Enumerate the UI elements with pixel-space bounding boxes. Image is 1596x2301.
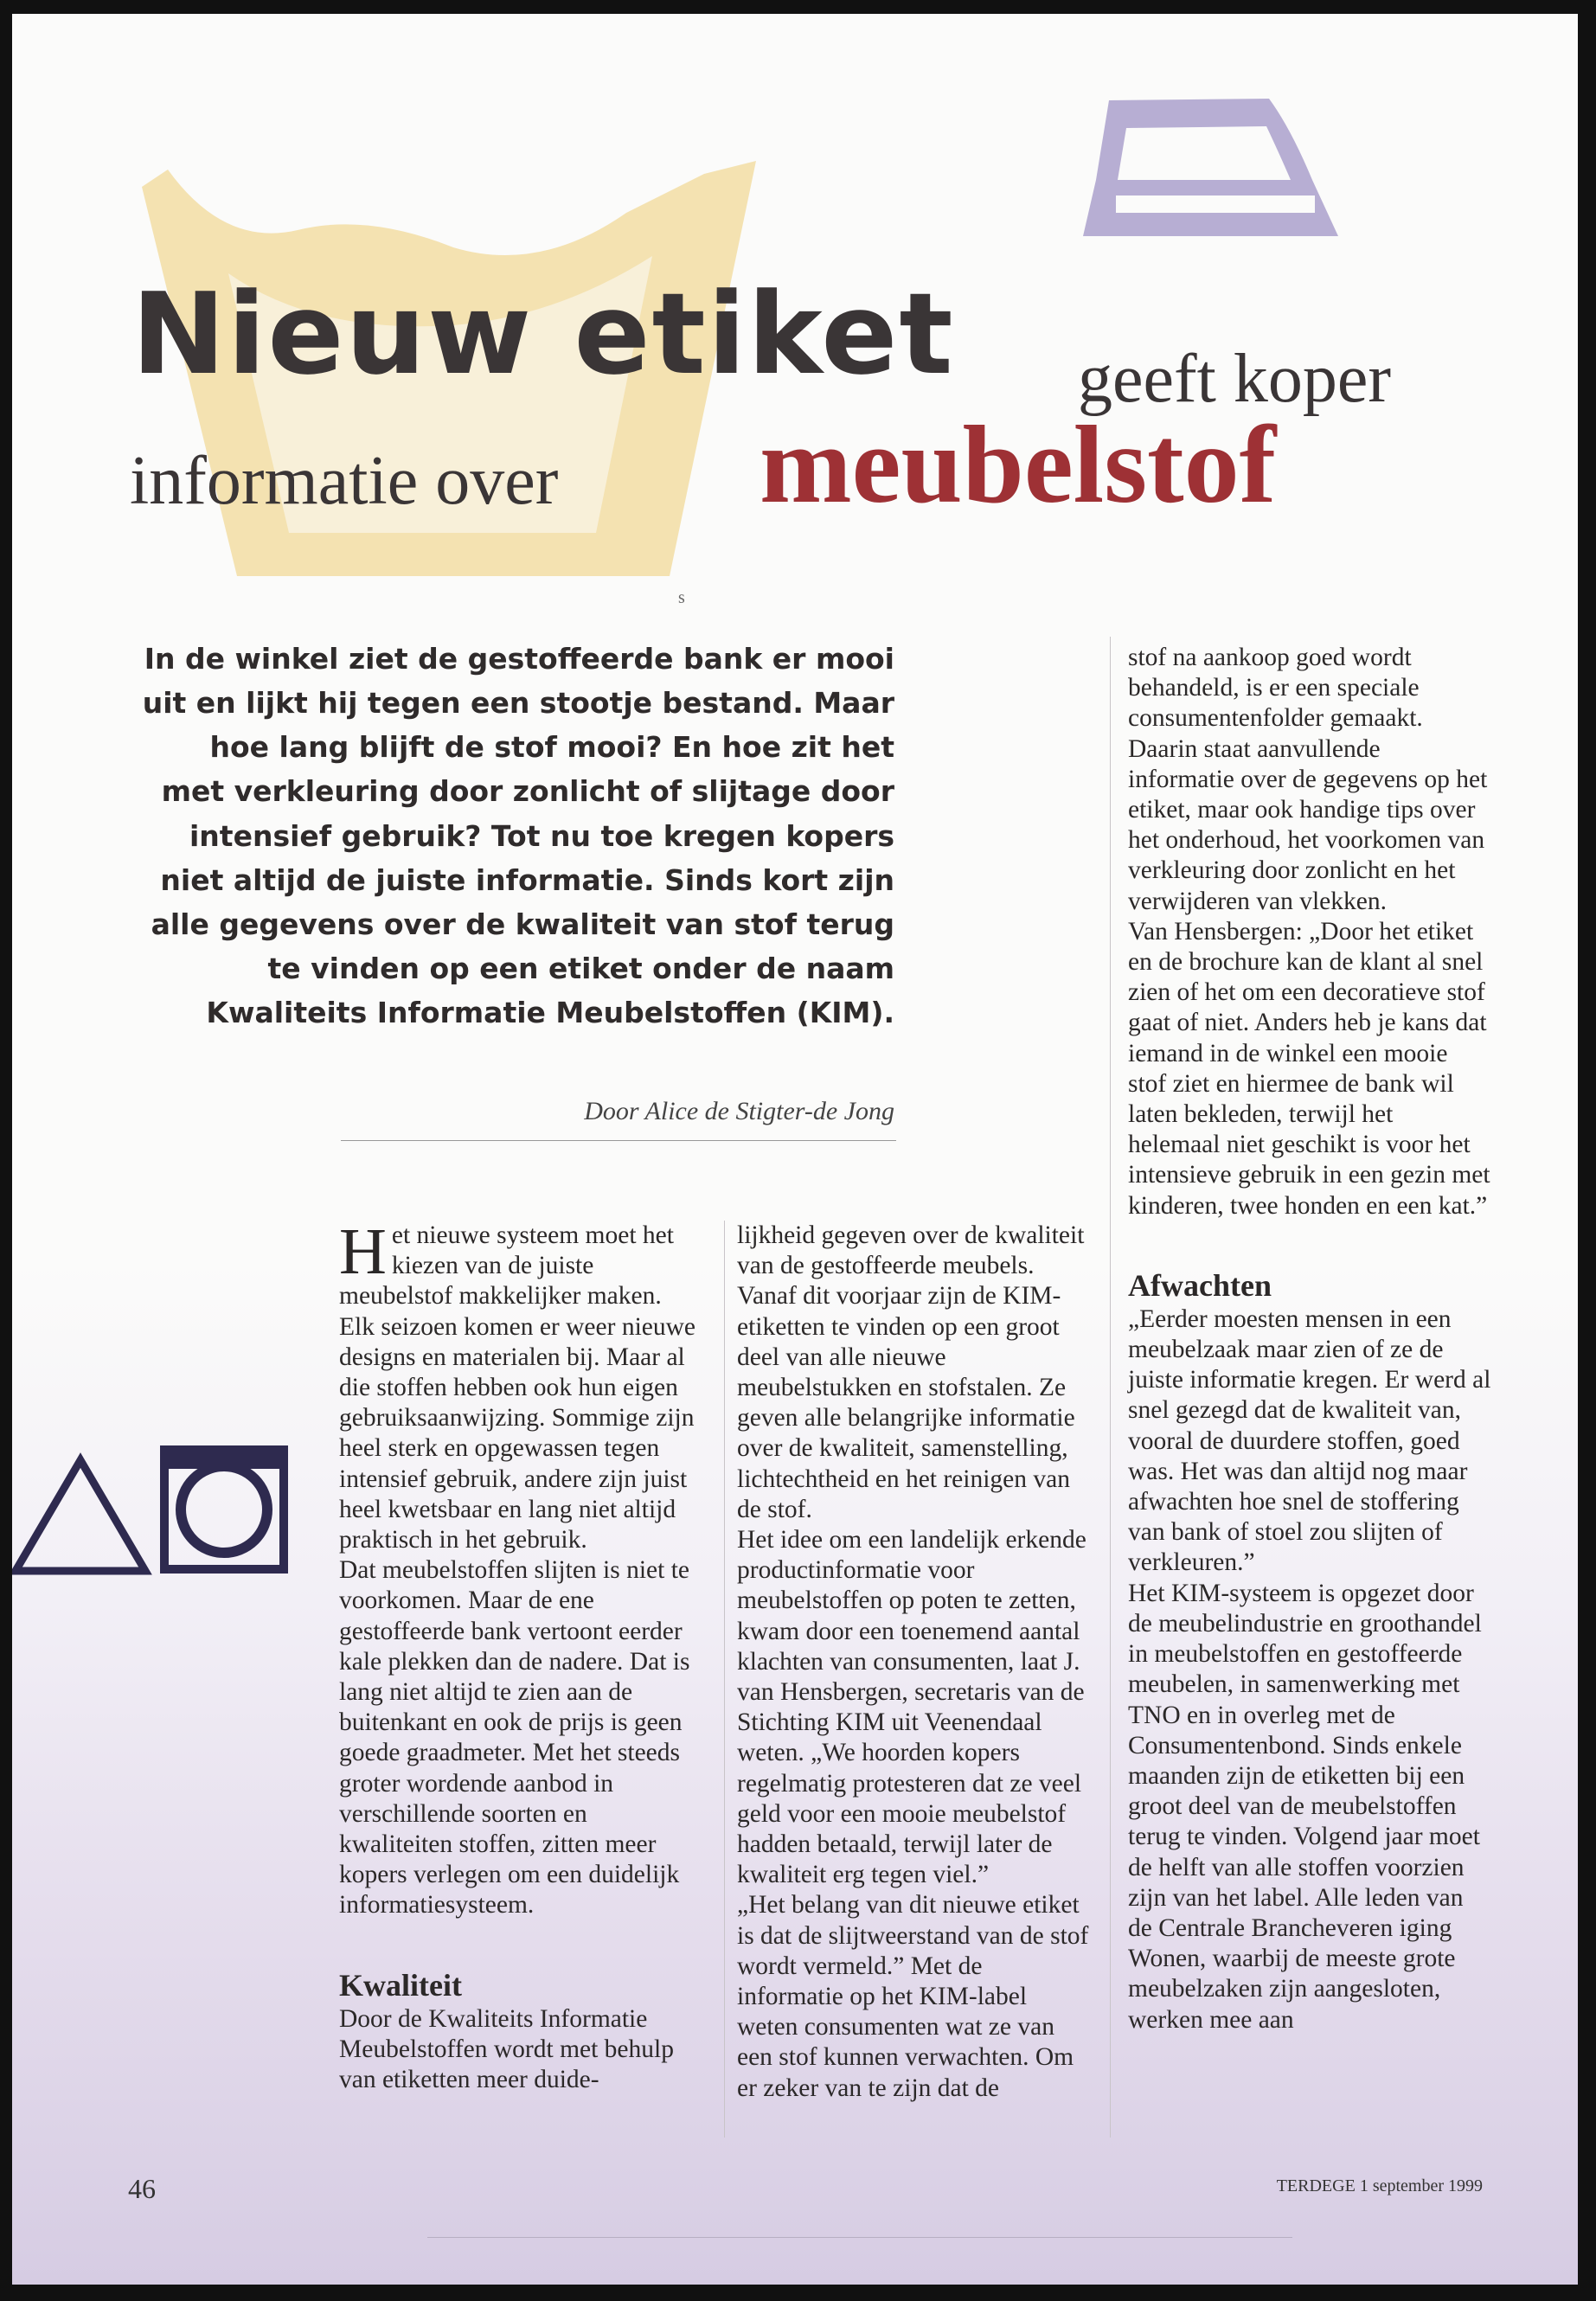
page-number: 46	[128, 2173, 156, 2204]
article-column-3	[1128, 643, 1491, 2035]
bleach-triangle-icon	[12, 1450, 154, 1580]
body-paragraph: Het idee om een landelijk erkende productinformatie voor meubelstoffen op poten te zetten, kwam door een toenemend aantal klachten van consumenten, laat J. van Hensbergen, secretaris van de Stichting KIM uit Veenendaal weten. „We hoorden kopers regelmatig protesteren dat ze veel geld voor een mooie meubelstof hadden betaald, terwijl later de kwaliteit erg tegen viel.”	[737, 1526, 1086, 1889]
body-paragraph: „Het belang van dit nieuwe etiket is dat de slijtweerstand van de stof wordt vermeld.” Met de informatie op het KIM-label weten consumenten wat ze van een stof kunnen verwachten. Om er zeker van te zijn dat de	[737, 1891, 1089, 2102]
body-paragraph: „Eerder moesten mensen in een meubelzaak maar zien of ze de juiste informatie kregen. Er werd al snel gezegd dat de kwaliteit van, vooral de duurdere stoffen, goed was. Het was dan altijd nog maar afwachten hoe snel de stoffering van bank of stoel zou slijten of verkleuren.”	[1128, 1304, 1491, 1577]
drop-cap: H	[339, 1215, 387, 1288]
column-divider	[724, 1221, 725, 2138]
publication-footer: TERDEGE 1 september 1999	[1276, 2176, 1483, 2195]
body-paragraph: et nieuwe systeem moet het kiezen van de juiste meubelstof makkelijker maken. Elk seizoen komen er weer nieuwe designs en materialen bij. Maar al die stoffen hebben ook hun eigen gebruiksaanwijzing. Sommige zijn heel sterk en opgewassen tegen intensief gebruik, andere zijn juist heel kwetsbaar en lang niet altijd praktisch in het gebruik.	[339, 1221, 696, 1554]
column-divider	[1110, 637, 1111, 2138]
iron-icon	[1074, 93, 1351, 240]
body-paragraph: Dat meubelstoffen slijten is niet te voorkomen. Maar de ene gestoffeerde bank vertoont eerder kale plekken dan de nadere. Dat is lang niet altijd te zien aan de buitenkant en ook de prijs is geen goede graadmeter. Met het steeds groter wordende aanbod in verschillende soorten en kwaliteiten stoffen, zitten meer kopers verlegen om een duidelijk informatiesysteem.	[339, 1556, 690, 1920]
article-column-1	[339, 1215, 696, 2095]
tumble-dryer-icon	[159, 1445, 289, 1574]
bottom-rule	[427, 2237, 1292, 2238]
body-paragraph: lijkheid gegeven over de kwaliteit van de gestoffeerde meubels. Vanaf dit voorjaar zijn de KIM-etiketten te vinden op een groot deel van alle nieuwe meubelstukken en stofstalen. Ze geven alle belangrijke informatie over de kwaliteit, samenstelling, lichtechtheid en het reinigen van de stof.	[737, 1221, 1085, 1523]
lead-paragraph: In de winkel ziet de gestoffeerde bank er mooi uit en lijkt hij tegen een stootje bestand. Maar hoe lang blijft de stof mooi? En hoe zit het met verkleuring door zonlicht of slijtage door intensief gebruik? Tot nu toe kregen kopers niet altijd de juiste informatie. Sinds kort zijn alle gegevens over de kwaliteit van stof terug te vinden op een etiket onder de naam Kwaliteits Informatie Meubelstoffen (KIM).	[142, 642, 894, 1030]
body-paragraph: Het KIM-systeem is opgezet door de meubelindustrie en groothandel in meubelstoffen en gestoffeerde meubelen, in samenwerking met TNO en in overleg met de Consumentenbond. Sinds enkele maanden zijn de etiketten bij een groot deel van de meubelstoffen terug te vinden. Volgend jaar moet de helft van alle stoffen voorzien zijn van het label. Alle leden van de Centrale Brancheveren iging Wonen, waarbij de meeste grote meubelzaken zijn aangesloten, werken mee aan	[1128, 1579, 1482, 2034]
section-heading: Afwachten	[1128, 1267, 1272, 1303]
magazine-page	[12, 14, 1578, 2285]
section-heading: Kwaliteit	[339, 1967, 462, 2003]
article-column-2	[737, 1221, 1093, 2104]
headline-line2-rest: informatie over	[130, 443, 559, 519]
body-paragraph: Van Hensbergen: „Door het etiket en de brochure kan de klant al snel zien of het om een decoratieve stof gaat of niet. Anders heb je kans dat iemand in de winkel een mooie stof ziet en hiermee de bank wil laten bekleden, terwijl het helemaal niet geschikt is voor het intensieve gebruik in een gezin met kinderen, twee honden en een kat.”	[1128, 917, 1490, 1220]
headline-line1-rest: geeft koper	[1078, 341, 1392, 417]
headline-bold-1: Nieuw etiket	[131, 268, 955, 400]
fold-mark: s	[678, 588, 685, 607]
byline-divider	[341, 1140, 896, 1141]
headline-bold-2: meubelstof	[760, 403, 1277, 526]
byline: Door Alice de Stigter-de Jong	[584, 1097, 894, 1125]
body-paragraph: Door de Kwaliteits Informatie Meubelstoffen wordt met behulp van etiketten meer duide-	[339, 2004, 674, 2094]
body-paragraph: stof na aankoop goed wordt behandeld, is er een speciale consumentenfolder gemaakt. Daarin staat aanvullende informatie over de gegevens op het etiket, maar ook handige tips over het onderhoud, het voorkomen van verkleuring door zonlicht en het verwijderen van vlekken.	[1128, 644, 1488, 915]
